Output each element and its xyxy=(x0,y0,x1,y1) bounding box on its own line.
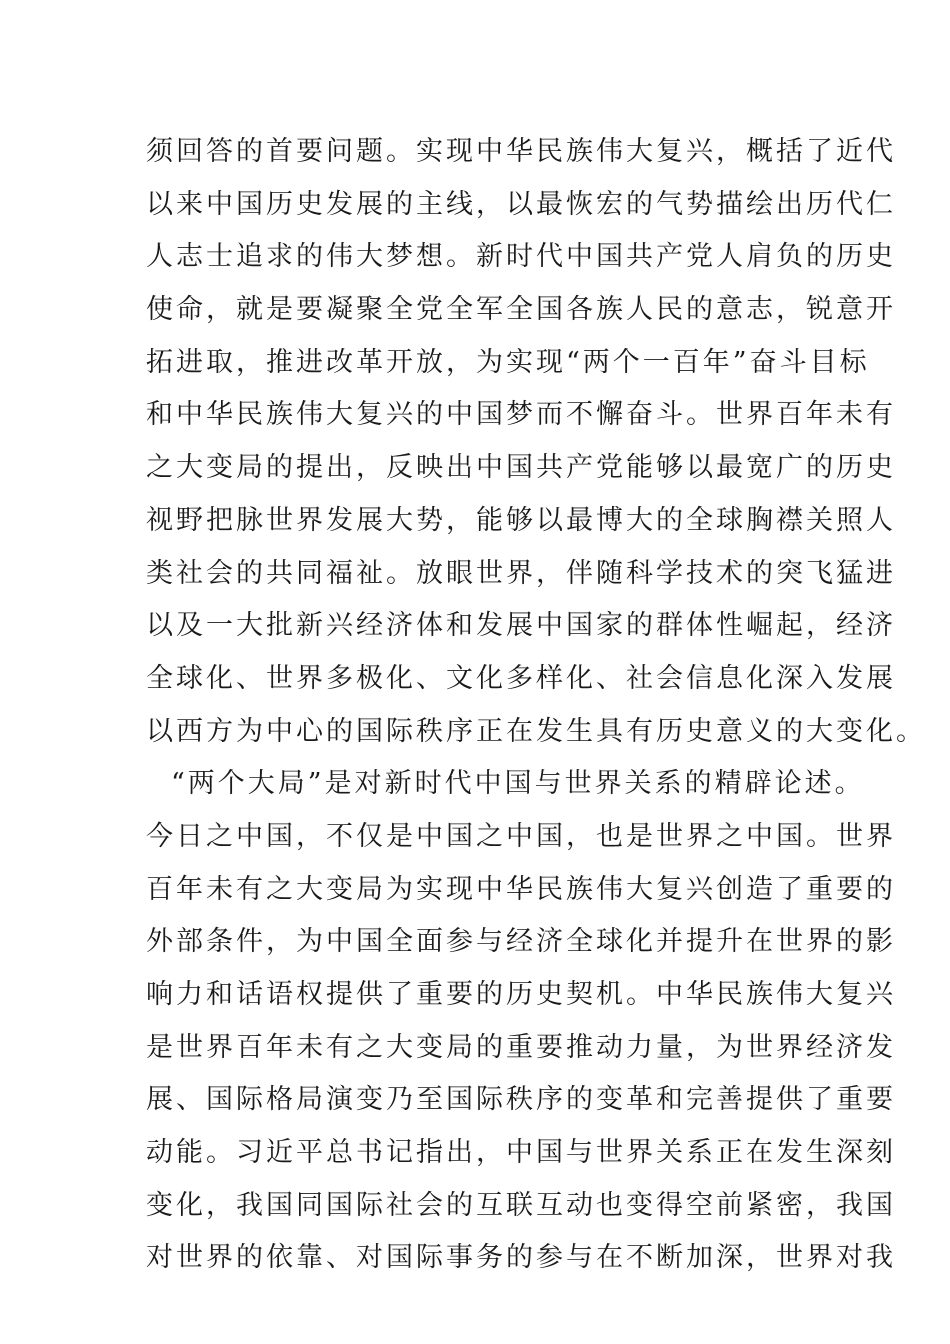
text-line: 展、国际格局演变乃至国际秩序的变革和完善提供了重要 xyxy=(146,1084,896,1116)
text-line: 外部条件，为中国全面参与经济全球化并提升在世界的影 xyxy=(146,926,896,958)
text-line: 是世界百年未有之大变局的重要推动力量，为世界经济发 xyxy=(146,1031,896,1063)
text-line: 类社会的共同福祉。放眼世界，伴随科学技术的突飞猛进 xyxy=(146,557,896,589)
paragraph-1 xyxy=(146,130,926,762)
paragraph-2 xyxy=(146,762,896,1289)
text-line: 响力和话语权提供了重要的历史契机。中华民族伟大复兴 xyxy=(146,979,896,1010)
text-line: 以西方为中心的国际秩序正在发生具有历史意义的大变化。 xyxy=(146,715,926,747)
text-line: 今日之中国，不仅是中国之中国，也是世界之中国。世界 xyxy=(146,820,896,852)
text-line: 动能。习近平总书记指出，中国与世界关系正在发生深刻 xyxy=(146,1137,896,1169)
text-line: 之大变局的提出，反映出中国共产党能够以最宽广的历史 xyxy=(146,452,896,484)
text-line: 人志士追求的伟大梦想。新时代中国共产党人肩负的历史 xyxy=(146,241,896,273)
document-body xyxy=(146,130,926,1289)
text-line: 变化，我国同国际社会的互联互动也变得空前紧密，我国 xyxy=(146,1189,896,1221)
text-line: 以及一大批新兴经济体和发展中国家的群体性崛起，经济 xyxy=(146,610,896,642)
text-line: 全球化、世界多极化、文化多样化、社会信息化深入发展 xyxy=(146,662,896,694)
text-line: 使命，就是要凝聚全党全军全国各族人民的意志，锐意开 xyxy=(146,294,896,326)
text-line: 对世界的依靠、对国际事务的参与在不断加深，世界对我 xyxy=(146,1242,896,1274)
text-line: 以来中国历史发展的主线，以最恢宏的气势描绘出历代仁 xyxy=(146,188,896,220)
text-line: 拓进取，推进改革开放，为实现“两个一百年”奋斗目标 xyxy=(146,346,870,378)
text-line: 视野把脉世界发展大势，能够以最博大的全球胸襟关照人 xyxy=(146,504,896,536)
text-line: “两个大局”是对新时代中国与世界关系的精辟论述。 xyxy=(171,768,865,800)
text-line: 和中华民族伟大复兴的中国梦而不懈奋斗。世界百年未有 xyxy=(146,399,896,431)
text-line: 须回答的首要问题。实现中华民族伟大复兴，概括了近代 xyxy=(146,136,896,167)
text-line: 百年未有之大变局为实现中华民族伟大复兴创造了重要的 xyxy=(146,873,896,905)
